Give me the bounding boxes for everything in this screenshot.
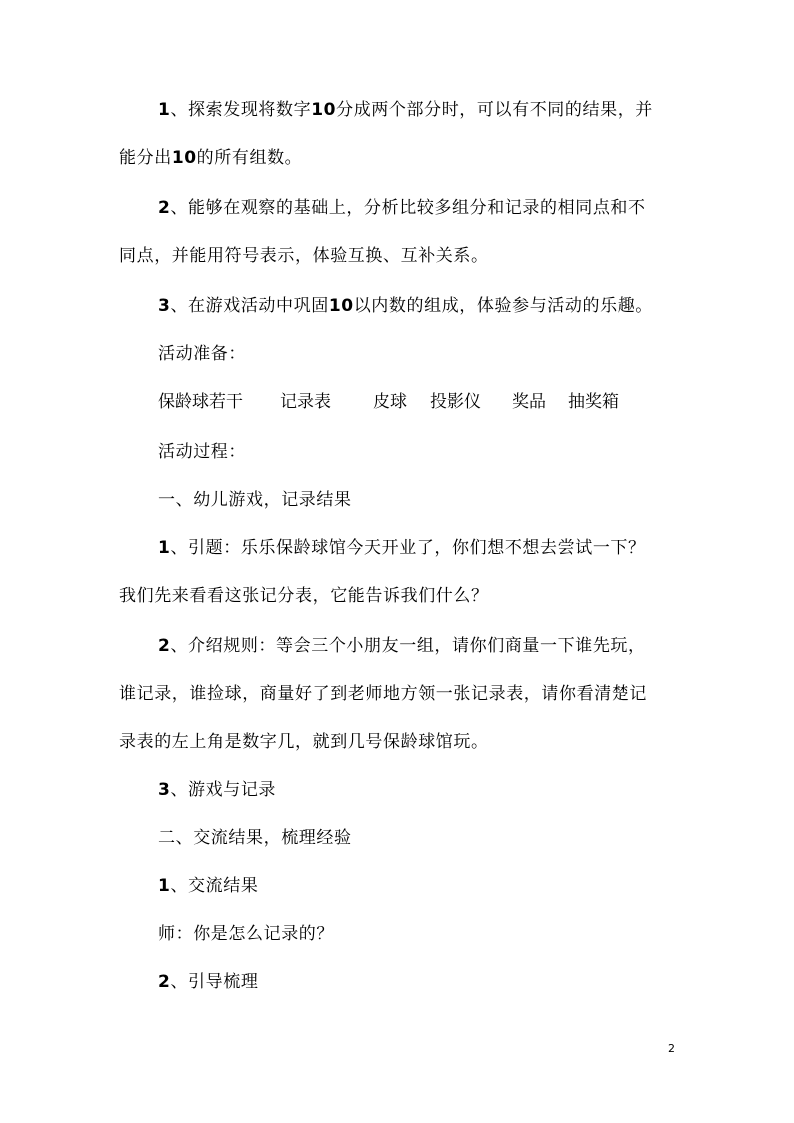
step-3-text-a: 、游戏与记录: [170, 780, 277, 800]
objective-3-number-ten: 10: [328, 296, 354, 316]
objective-1-number-ten: 10: [311, 100, 337, 120]
step-2-text-a: 、介绍规则：等会三个小朋友一组，请你们商量一下谁先玩，: [170, 636, 646, 656]
part-2-step-1-number: 1: [158, 876, 171, 896]
objective-2-number: 2: [158, 198, 171, 218]
prep-item: 记录表: [280, 392, 331, 412]
step-2-line-3: 录表的左上角是数字几，就到几号保龄球馆玩。: [119, 732, 489, 752]
step-3-number: 3: [158, 780, 171, 800]
step-2-number: 2: [158, 636, 171, 656]
objective-2-text-b: 同点，并能用符号表示，体验互换、互补关系。: [119, 246, 489, 266]
objective-1-number: 1: [158, 100, 171, 120]
step-1-text-a: 、引题：乐乐保龄球馆今天开业了，你们想不想去尝试一下？: [170, 538, 646, 558]
objective-1-text-b: 分成两个部分时，可以有不同的结果，并: [336, 100, 653, 120]
part-2-heading: 二、交流结果，梳理经验: [158, 828, 352, 848]
objective-1-text-c-post: 的所有组数。: [196, 148, 303, 168]
step-1-line-2: 我们先来看看这张记分表，它能告诉我们什么？: [119, 586, 489, 606]
step-2-line-1: [158, 634, 646, 658]
objective-2-line-2: [119, 244, 489, 268]
objective-2-line-1: [158, 196, 646, 220]
prep-item: 保龄球若干: [158, 392, 243, 412]
step-3-line: [158, 778, 276, 802]
objective-3-line: [158, 294, 653, 318]
objective-1-text-a: 、探索发现将数字: [170, 100, 312, 120]
part-2-step-2-line: [158, 970, 258, 994]
step-1-line-1: [158, 536, 646, 560]
prep-heading: 活动准备：: [158, 344, 246, 364]
objective-1-text-c-num: 10: [171, 148, 197, 168]
part-2-step-2-number: 2: [158, 972, 171, 992]
objective-3-number: 3: [158, 296, 171, 316]
part-2-step-1-text: 、交流结果: [170, 876, 259, 896]
page-number: 2: [668, 1042, 675, 1055]
part-2-step-2-text: 、引导梳理: [170, 972, 259, 992]
step-1-number: 1: [158, 538, 171, 558]
part-1-heading: 一、幼儿游戏，记录结果: [158, 490, 352, 510]
prep-items-row: [158, 390, 638, 414]
objective-1-text-c-pre: 能分出: [119, 148, 172, 168]
objective-2-text-a: 、能够在观察的基础上，分析比较多组分和记录的相同点和不: [170, 198, 646, 218]
objective-3-text-a: 、在游戏活动中巩固: [170, 296, 329, 316]
prep-item: 抽奖箱: [568, 392, 619, 412]
prep-item: 奖品: [512, 392, 546, 412]
prep-item: 投影仪: [430, 392, 481, 412]
step-2-line-2: 谁记录，谁捡球，商量好了到老师地方领一张记录表，请你看清楚记: [119, 684, 647, 704]
objective-1-line-1: [158, 98, 653, 122]
teacher-line: 师：你是怎么记录的？: [158, 924, 334, 944]
objective-3-text-b: 以内数的组成，体验参与活动的乐趣。: [353, 296, 653, 316]
part-2-step-1-line: [158, 874, 258, 898]
prep-item: 皮球: [373, 392, 407, 412]
process-heading: 活动过程：: [158, 442, 246, 462]
objective-1-line-2: [119, 146, 302, 170]
